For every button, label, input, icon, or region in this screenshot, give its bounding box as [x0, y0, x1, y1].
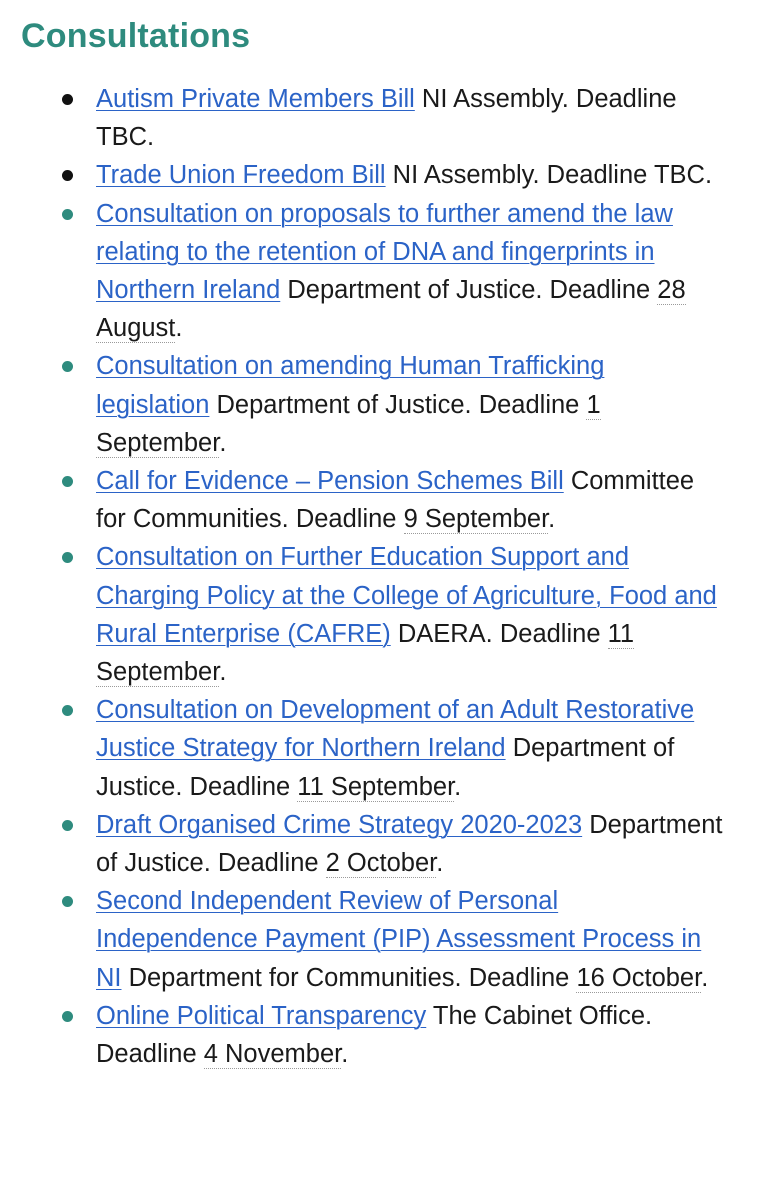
list-item [0, 347, 763, 462]
deadline-label: Deadline [461, 963, 577, 992]
deadline-date: TBC [96, 123, 147, 152]
organisation-text: Department of Justice. [96, 810, 723, 878]
deadline-suffix: . [147, 123, 155, 152]
deadline-suffix: . [219, 428, 227, 457]
deadline-label: Deadline [542, 276, 658, 305]
deadline-date: 11 September [297, 772, 455, 801]
list-item [0, 195, 763, 348]
list-item [0, 806, 763, 882]
bullet-icon [62, 476, 73, 487]
deadline-suffix: . [219, 658, 227, 687]
deadline-label: Deadline [210, 849, 326, 878]
deadline-date: 4 November [203, 1040, 342, 1069]
organisation-text: Department of Justice. [96, 734, 675, 801]
deadline-date: 28 August [96, 276, 686, 343]
page-title: Consultations [21, 17, 251, 55]
list-item [0, 997, 763, 1073]
deadline-suffix: . [341, 1040, 349, 1069]
deadline-label: Deadline [182, 772, 298, 801]
bullet-icon [62, 170, 73, 181]
organisation-text: DAERA. [390, 619, 493, 648]
deadline-suffix: . [175, 314, 183, 343]
bullet-icon [62, 361, 73, 372]
organisation-text: Department of Justice. [209, 390, 472, 419]
bullet-icon [62, 820, 73, 831]
deadline-suffix: . [436, 849, 444, 878]
consultation-list [0, 80, 763, 1073]
list-item [0, 80, 763, 156]
bullet-icon [62, 552, 73, 563]
bullet-icon [62, 896, 73, 907]
deadline-label: Deadline [568, 85, 677, 113]
consultation-link[interactable]: Consultation on proposals to further amend the law relating to the retention of DNA and fingerprints in Northern Ireland [96, 199, 673, 305]
bullet-icon [62, 1011, 73, 1022]
organisation-text: The Cabinet Office. [426, 1001, 653, 1030]
deadline-date: 9 September [403, 505, 549, 534]
consultation-link[interactable]: Call for Evidence – Pension Schemes Bill [96, 467, 564, 496]
bullet-icon [62, 94, 73, 105]
consultation-link[interactable]: Second Independent Review of Personal Independence Payment (PIP) Assessment Process in NI [96, 887, 702, 992]
consultation-link[interactable]: Autism Private Members Bill [96, 85, 415, 113]
deadline-label: Deadline [539, 161, 654, 190]
consultation-link[interactable]: Consultation on amending Human Trafficking legislation [96, 352, 605, 419]
deadline-label: Deadline [492, 619, 608, 648]
organisation-text: Committee for Communities. [96, 467, 695, 534]
consultation-link[interactable]: Online Political Transparency [96, 1001, 427, 1030]
organisation-text: NI Assembly. [414, 85, 569, 113]
list-item [0, 691, 763, 806]
list-item [0, 882, 763, 997]
list-item [0, 156, 763, 194]
deadline-suffix: . [704, 161, 713, 190]
consultation-link[interactable]: Draft Organised Crime Strategy 2020-2023 [96, 810, 583, 839]
bullet-icon [62, 209, 73, 220]
list-item [0, 538, 763, 691]
consultation-link[interactable]: Trade Union Freedom Bill [96, 161, 386, 190]
deadline-label: Deadline [288, 505, 404, 534]
deadline-suffix: . [548, 505, 556, 534]
organisation-text: Department of Justice. [280, 276, 543, 305]
deadline-date: 1 September [96, 390, 601, 457]
deadline-date: 2 October [325, 849, 437, 878]
bullet-icon [62, 705, 73, 716]
consultation-link[interactable]: Consultation on Further Education Support and Charging Policy at the College of Agriculture, Food and Rural Enterprise (CAFRE) [96, 543, 717, 648]
organisation-text: Department for Communities. [121, 963, 462, 992]
deadline-date: 16 October [576, 963, 702, 992]
deadline-suffix: . [701, 963, 709, 992]
organisation-text: NI Assembly. [385, 161, 540, 190]
deadline-date: 11 September [96, 619, 635, 687]
deadline-date: TBC [653, 161, 705, 190]
deadline-suffix: . [454, 772, 462, 801]
list-item [0, 462, 763, 538]
consultation-link[interactable]: Consultation on Development of an Adult Restorative Justice Strategy for Northern Ireland [96, 696, 695, 763]
deadline-label: Deadline [471, 390, 587, 419]
deadline-label: Deadline [96, 1040, 204, 1069]
